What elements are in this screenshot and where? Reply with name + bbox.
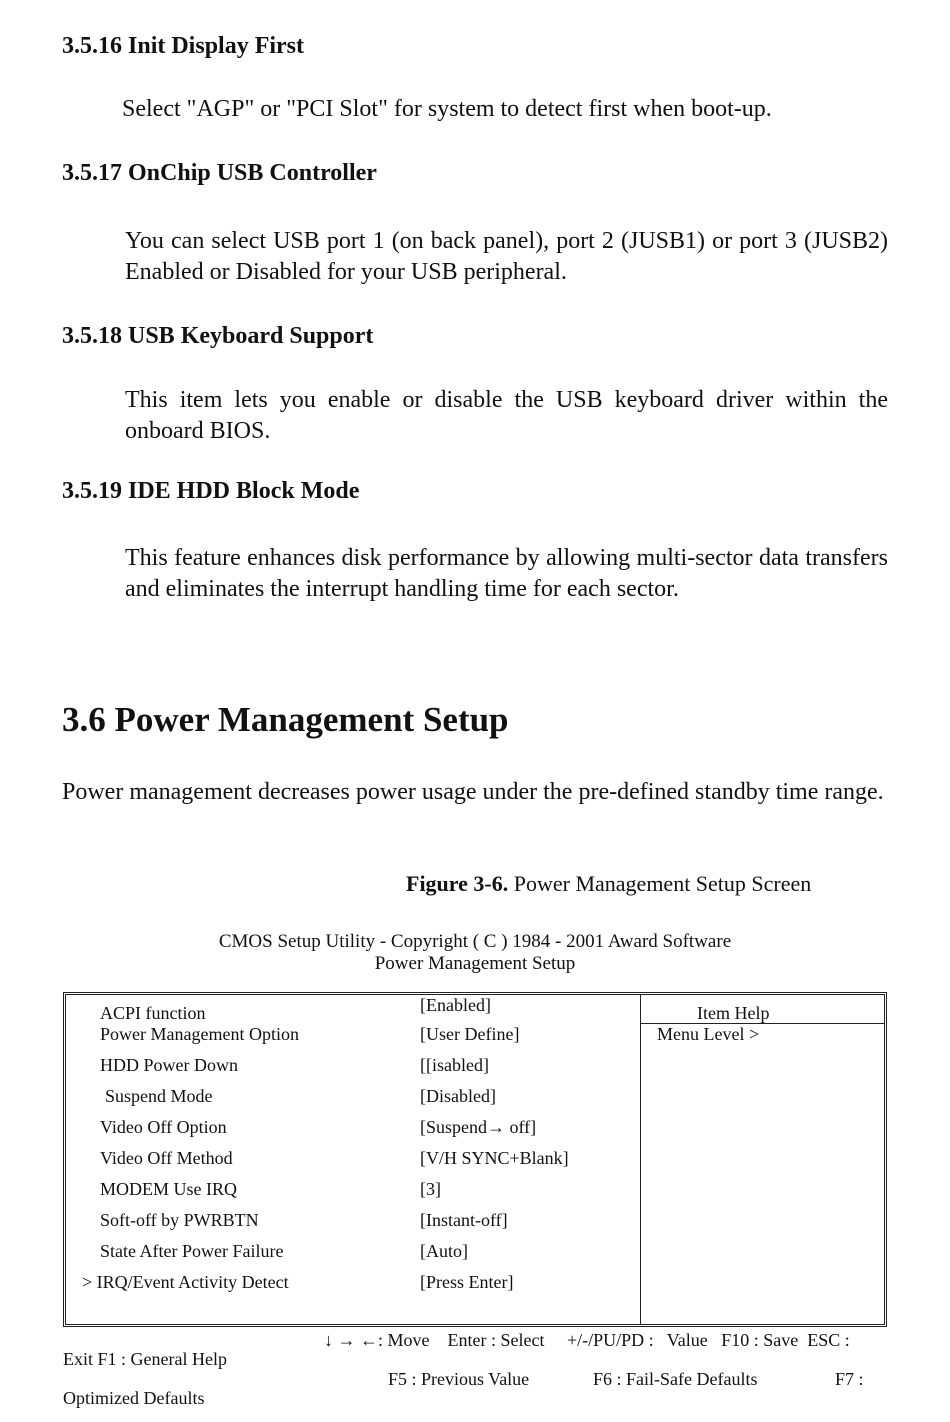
footer-key-help-line1: ↓ → ←: Move Enter : Select +/-/PU/PD : Value F10 : Save ESC : xyxy=(324,1330,850,1350)
setup-value-state-after-power-failure[interactable]: [Auto] xyxy=(420,1241,468,1261)
paragraph-ide-hdd: This feature enhances disk performance by allowing multi-sector data transfers and eliminates the interrupt handling time for each sector. xyxy=(125,545,888,602)
chapter-title: 3.6 Power Management Setup xyxy=(62,700,509,739)
cmos-title: CMOS Setup Utility - Copyright ( C ) 1984 - 2001 Award Software xyxy=(218,931,732,952)
cmos-subtitle: Power Management Setup xyxy=(374,953,576,974)
heading-3-5-16: 3.5.16 Init Display First xyxy=(62,33,305,59)
item-help-title: Item Help xyxy=(697,1003,770,1023)
footer-f7: F7 : xyxy=(835,1369,864,1389)
setup-item-suspend-mode[interactable]: Suspend Mode xyxy=(105,1086,213,1106)
figure-label: Figure 3-6. xyxy=(406,871,509,896)
setup-item-video-off-method[interactable]: Video Off Method xyxy=(100,1148,233,1168)
setup-item-irq-event-activity-detect[interactable]: > IRQ/Event Activity Detect xyxy=(82,1272,289,1292)
setup-value-soft-off-by-pwrbtn[interactable]: [Instant-off] xyxy=(420,1210,508,1230)
footer-previous-value: F5 : Previous Value xyxy=(388,1369,530,1389)
setup-item-soft-off-by-pwrbtn[interactable]: Soft-off by PWRBTN xyxy=(100,1210,259,1230)
setup-value-video-off-option[interactable]: [Suspend→ off] xyxy=(420,1117,537,1137)
setup-value-hdd-power-down[interactable]: [[isabled] xyxy=(420,1055,489,1075)
menu-level: Menu Level > xyxy=(657,1024,760,1044)
setup-value-power-management-option[interactable]: [User Define] xyxy=(420,1024,520,1044)
figure-caption-text: Power Management Setup Screen xyxy=(508,871,812,896)
setup-item-power-management-option[interactable]: Power Management Option xyxy=(100,1024,299,1044)
setup-value-modem-use-irq[interactable]: [3] xyxy=(420,1179,441,1199)
heading-3-5-18: 3.5.18 USB Keyboard Support xyxy=(62,323,374,349)
setup-value-suspend-mode[interactable]: [Disabled] xyxy=(420,1086,496,1106)
heading-3-5-17: 3.5.17 OnChip USB Controller xyxy=(62,160,377,186)
setup-value-acpi-function[interactable]: [Enabled] xyxy=(420,995,491,1015)
paragraph-init-display: Select "AGP" or "PCI Slot" for system to detect first when boot-up. xyxy=(122,96,772,122)
footer-exit-general-help: Exit F1 : General Help xyxy=(63,1349,227,1369)
heading-3-5-19: 3.5.19 IDE HDD Block Mode xyxy=(62,478,360,504)
footer-fail-safe-defaults: F6 : Fail-Safe Defaults xyxy=(593,1369,758,1389)
setup-item-modem-use-irq[interactable]: MODEM Use IRQ xyxy=(100,1179,237,1199)
setup-item-acpi-function[interactable]: ACPI function xyxy=(100,1003,206,1023)
paragraph-usb-controller: You can select USB port 1 (on back panel), port 2 (JUSB1) or port 3 (JUSB2) Enabled or Disabled for your USB peripheral. xyxy=(125,228,888,285)
figure-caption xyxy=(406,871,811,897)
setup-item-state-after-power-failure[interactable]: State After Power Failure xyxy=(100,1241,284,1261)
paragraph-usb-keyboard: This item lets you enable or disable the USB keyboard driver within the onboard BIOS. xyxy=(125,387,888,444)
setup-item-hdd-power-down[interactable]: HDD Power Down xyxy=(100,1055,238,1075)
setup-value-video-off-method[interactable]: [V/H SYNC+Blank] xyxy=(420,1148,569,1168)
help-divider xyxy=(640,994,641,1325)
chapter-intro: Power management decreases power usage under the pre-defined standby time range. xyxy=(62,779,884,805)
setup-item-video-off-option[interactable]: Video Off Option xyxy=(100,1117,227,1137)
setup-value-irq-event-activity-detect[interactable]: [Press Enter] xyxy=(420,1272,514,1292)
footer-optimized-defaults: Optimized Defaults xyxy=(63,1388,205,1408)
